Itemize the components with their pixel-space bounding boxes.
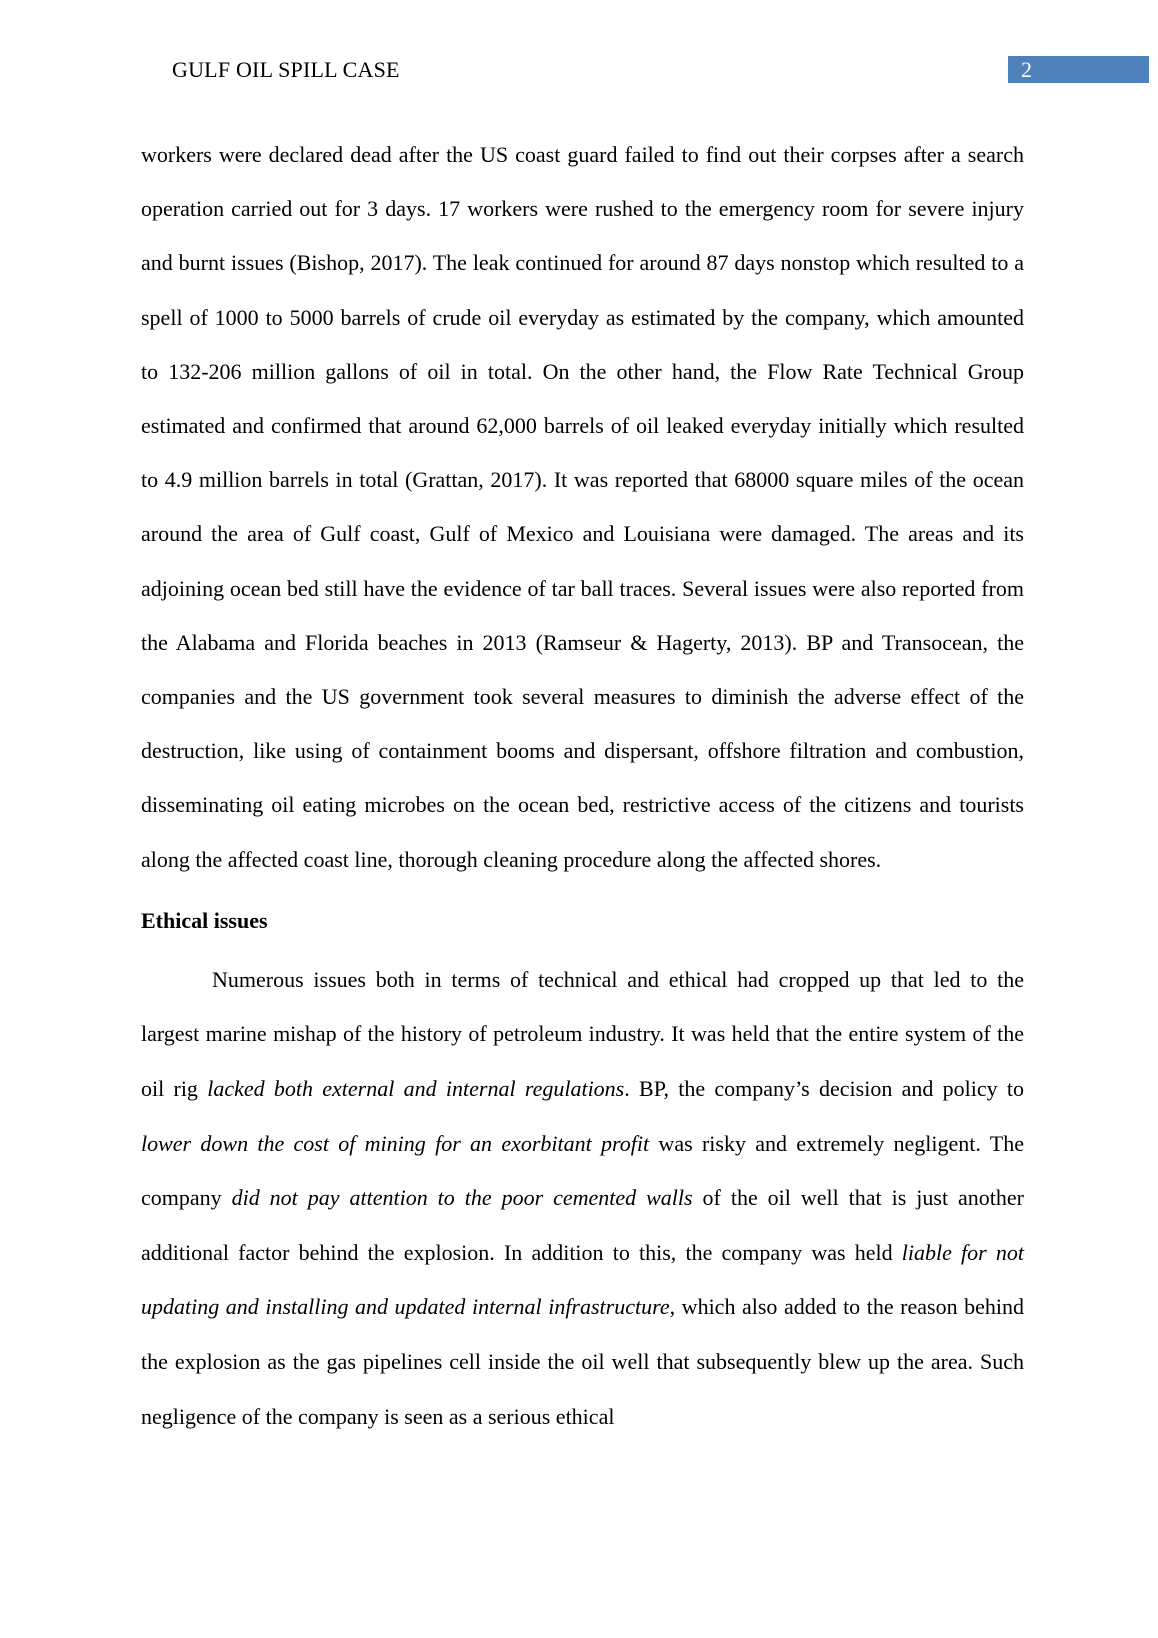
paragraph-2-text-1: Numerous issues both in terms of technical and ethical had cropped up that led to the largest marine mishap of the history of petroleum industry. It was held that the entire system of the oil rig [141,966,1024,1102]
page-number: 2 [1021,57,1032,82]
paragraph-2-emphasis-1: lacked both external and internal regulations [207,1076,625,1102]
document-body [141,128,1024,1444]
body-paragraph-2 [141,953,1024,1444]
paragraph-2-text-3: was risky and extremely negligent. The company [141,1130,1024,1211]
paragraph-2-text-2: . BP, the company’s decision and policy to [624,1076,1024,1102]
section-heading-ethical-issues: Ethical issues [141,907,268,933]
paragraph-2-text-5: , which also added to the reason behind the explosion as the gas pipelines cell inside the oil well that subsequently blew up the area. Such negligence of the company is seen as a serious ethical [141,1294,1025,1429]
body-paragraph-1: workers were declared dead after the US coast guard failed to find out their corpses after a search operation carried out for 3 days. 17 workers were rushed to the emergency room for severe injury and burnt issues (Bishop, 2017). The leak continued for around 87 days nonstop which resulted to a spell of 1000 to 5000 barrels of crude oil everyday as estimated by the company, which amounted to 132-206 million gallons of oil in total. On the other hand, the Flow Rate Technical Group estimated and confirmed that around 62,000 barrels of oil leaked everyday initially which resulted to 4.9 million barrels in total (Grattan, 2017). It was reported that 68000 square miles of the ocean around the area of Gulf coast, Gulf of Mexico and Louisiana were damaged. The areas and its adjoining ocean bed still have the evidence of tar ball traces. Several issues were also reported from the Alabama and Florida beaches in 2013 (Ramseur & Hagerty, 2013). BP and Transocean, the companies and the US government took several measures to diminish the adverse effect of the destruction, like using of containment booms and dispersant, offshore filtration and combustion, disseminating oil eating microbes on the ocean bed, restrictive access of the citizens and tourists along the affected coast line, thorough cleaning procedure along the affected shores. [141,142,1024,872]
paragraph-2-emphasis-3: did not pay attention to the poor cemented walls [231,1185,693,1211]
page-number-badge [1008,56,1149,83]
running-header-title: GULF OIL SPILL CASE [172,57,400,82]
paragraph-2-text-4: of the oil well that is just another additional factor behind the explosion. In addition to this, the company was held [141,1185,1024,1265]
paragraph-2-emphasis-4: liable for not updating and installing and updated internal infrastructure [141,1239,1024,1320]
paragraph-2-emphasis-2: lower down the cost of mining for an exorbitant profit [141,1130,650,1156]
